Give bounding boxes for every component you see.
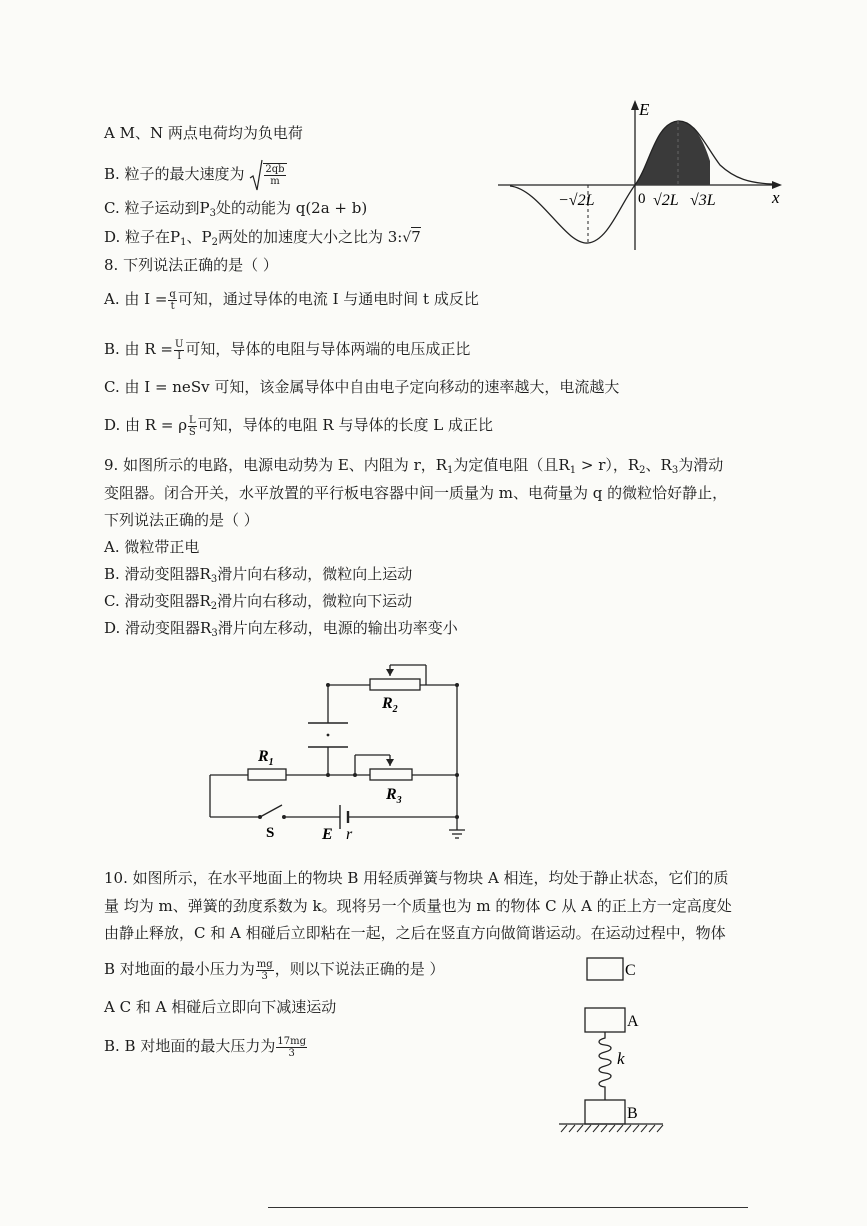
- electric-field-graph: [490, 95, 790, 255]
- bottom-rule: [268, 1207, 748, 1208]
- x-axis-label: x: [772, 188, 780, 207]
- block-a: [585, 1008, 625, 1032]
- q9-option-a: A. 微粒带正电: [104, 538, 200, 556]
- e-axis-label: E: [639, 100, 650, 119]
- q9-option-c: C. 滑动变阻器$R_2$滑片向右移动，微粒向下运动: [104, 592, 413, 612]
- q10-stem-line4: B 对地面的最小压力为 $\frac{mg}{3}$ ，则以下说法正确的是 ）: [104, 958, 445, 982]
- q9-option-d: D. 滑动变阻器$R_3$滑片向左移动，电源的输出功率变小: [104, 619, 458, 639]
- q9-stem-line2: 变阻器。闭合开关，水平放置的平行板电容器中间一质量为 m、电荷量为 q 的微粒恰好静止，: [104, 484, 728, 502]
- q10-option-a: A C 和 A 相碰后立即向下减速运动: [104, 998, 337, 1016]
- sqrt3l-label: √3L: [690, 192, 716, 209]
- q8-option-c: C. 由 I = neSv 可知，该金属导体中自由电子定向移动的速率越大，电流越大: [104, 378, 620, 396]
- q7-option-a: A M、N 两点电荷均为负电荷: [104, 124, 303, 142]
- q8-option-d: D. 由 R = ρ $\frac{L}{S}$ 可知，导体的电阻 R 与导体的长度 L 成正比: [104, 414, 493, 438]
- q10-option-b: B. B 对地面的最大压力为 $\frac{17mg}{3}$: [104, 1035, 306, 1059]
- switch-s: [260, 805, 282, 817]
- spring-blocks-diagram: [555, 950, 675, 1140]
- block-b: [585, 1100, 625, 1124]
- s-label: S: [266, 825, 275, 841]
- sqrt2l-label: √2L: [653, 192, 679, 209]
- resistor-r3: [370, 769, 412, 780]
- spring-k-label: k: [617, 1049, 625, 1068]
- resistor-r2: [370, 679, 420, 690]
- neg-sqrt2l-label: −√2L: [558, 192, 595, 209]
- q7-option-b: B. 粒子的最大速度为 $\frac{2qb}{m}$: [104, 158, 287, 192]
- circuit-diagram: [200, 655, 480, 845]
- spring: [599, 1032, 611, 1100]
- q10-stem-line2: 量 均为 m、弹簧的劲度系数为 k。现将另一个质量也为 m 的物体 C 从 A 的正上方一定高度处: [104, 897, 732, 915]
- sqrt-symbol: [249, 158, 263, 192]
- r3-label: $R_3$: [386, 786, 402, 806]
- block-b-label: B: [627, 1105, 638, 1122]
- block-a-label: A: [627, 1013, 639, 1030]
- q9-option-b: B. 滑动变阻器$R_3$滑片向右移动，微粒向上运动: [104, 565, 413, 585]
- r1-label: $R_1$: [258, 748, 274, 768]
- q8-option-b: B. 由 R = $\frac{U}{I}$ 可知，导体的电阻与导体两端的电压成正比: [104, 338, 471, 362]
- q7-option-d: D. 粒子在$P_1$、$P_2$两处的加速度大小之比为 3:√7: [104, 228, 421, 248]
- e-label: E: [322, 826, 333, 843]
- resistor-r1: [248, 769, 286, 780]
- q8-option-a: A. 由 I = $\frac{q}{t}$ 可知，通过导体的电流 I 与通电时间 t 成反比: [104, 288, 479, 312]
- q9-stem-line3: 下列说法正确的是（ ）: [104, 511, 259, 529]
- r2-label: $R_2$: [382, 695, 398, 715]
- r-label: r: [346, 826, 353, 843]
- q7-option-c: C. 粒子运动到$P_3$处的动能为 q(2a + b): [104, 199, 368, 219]
- origin-label: 0: [638, 191, 646, 207]
- shaded-area: [635, 121, 710, 185]
- q10-stem-line1: 10. 如图所示，在水平地面上的物块 B 用轻质弹簧与物块 A 相连，均处于静止状态，它们的质: [104, 869, 729, 887]
- e-axis-arrow: [631, 100, 639, 110]
- q9-stem-line1: 9. 如图所示的电路，电源电动势为 E、内阻为 r，$R_1$为定值电阻（且$R_1 > r$），$R_2$、$R_3$为滑动: [104, 456, 724, 476]
- block-c-label: C: [625, 962, 636, 979]
- q10-stem-line3: 由静止释放，C 和 A 相碰后立即粘在一起，之后在竖直方向做简谐运动。在运动过程中，物体: [104, 924, 726, 942]
- block-c: [587, 958, 623, 980]
- q8-stem: 8. 下列说法正确的是（ ）: [104, 256, 278, 274]
